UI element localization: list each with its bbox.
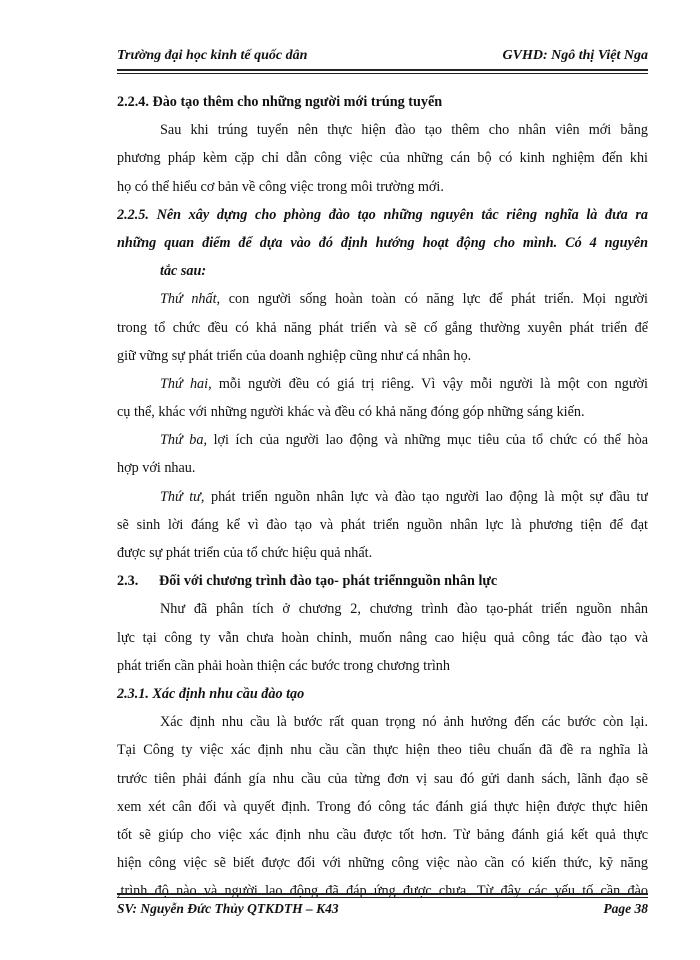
- principle-lead: Thứ nhất,: [160, 291, 221, 308]
- paragraph-line: tốt sẽ giúp cho việc xác định nhu cầu được tốt hơn. Từ bảng đánh giá kết quả thực: [117, 826, 648, 843]
- paragraph-line: trước tiên phải đánh gía nhu cầu của từng đơn vị sau đó gửi danh sách, lãnh đạo sẽ: [117, 770, 648, 787]
- principle-lead: Thứ ba,: [160, 432, 208, 449]
- section-2-2-4-heading: 2.2.4. Đào tạo thêm cho những người mới trúng tuyển: [117, 94, 443, 110]
- paragraph-line: họ có thể hiểu cơ bản về công việc trong môi trường mới.: [117, 178, 444, 195]
- section-number: 2.3.: [117, 573, 139, 590]
- section-title: Đối với chương trình đào tạo- phát triểnnguồn nhân lực: [159, 573, 498, 590]
- principle-lead: Thứ tư,: [160, 488, 205, 505]
- page-number: Page 38: [603, 901, 648, 916]
- paragraph-text: mỗi người đều có giá trị riêng. Vì vậy mỗi người là một con người: [211, 375, 648, 392]
- paragraph-line: cụ thể, khác với những người khác và đều có khả năng đóng góp những sáng kiến.: [117, 404, 585, 421]
- principle-4: [117, 483, 648, 511]
- paragraph-line: phương pháp kèm cặp chỉ dẫn công việc của những cán bộ có kinh nghiệm đến khi: [117, 150, 648, 167]
- paragraph-line: Như đã phân tích ở chương 2, chương trình đào tạo-phát triển nguồn nhân: [160, 601, 648, 618]
- section-2-2-5-heading-end: tắc sau:: [160, 263, 207, 280]
- paragraph-line: xem xét cân đối và quyết định. Trong đó công tác đánh giá thực hiện được thực hiên: [117, 798, 648, 815]
- paragraph-line: Xác định nhu cầu là bước rất quan trọng nó ảnh hưởng đến các bước còn lại.: [160, 714, 648, 731]
- section-2-2-5-heading: 2.2.5. Nên xây dựng cho phòng đào tạo những nguyên tắc riêng nghĩa là đưa ra: [117, 206, 648, 223]
- section-2-2-5-heading-cont: những quan điểm để dựa vào đó định hướng hoạt động cho mình. Có 4 nguyên: [117, 234, 648, 251]
- paragraph-line: Sau khi trúng tuyển nên thực hiện đào tạo thêm cho nhân viên mới bằng: [160, 122, 648, 139]
- paragraph-line: ,trình độ nào và người lao động đã đáp ứng được chưa. Từ đây các yếu tố cần đào: [117, 883, 648, 900]
- principle-2: [117, 370, 648, 398]
- paragraph-line: sẽ sinh lời đáng kể vì đào tạo và phát triển nguồn nhân lực là phương tiện để đạt: [117, 516, 648, 533]
- paragraph-line: giữ vững sự phát triển của doanh nghiệp cũng như cá nhân họ.: [117, 347, 472, 364]
- footer-divider: [117, 893, 648, 898]
- paragraph-line: được sự phát triển của tổ chức hiệu quả nhất.: [117, 545, 373, 561]
- principle-1: [117, 285, 648, 313]
- header-divider: [117, 69, 648, 74]
- footer-student: SV: Nguyễn Đức Thủy QTKDTH – K43: [117, 901, 339, 916]
- paragraph-line: hợp với nhau.: [117, 460, 196, 477]
- header-advisor: GVHD: Ngô thị Việt Nga: [502, 48, 648, 63]
- paragraph-line: lực tại công ty vẫn chưa hoàn chỉnh, muốn nâng cao hiệu quả công tác đào tạo và: [117, 629, 648, 646]
- document-body: [117, 88, 648, 905]
- paragraph-text: phát triển nguồn nhân lực và đào tạo người lao động là một sự đầu tư: [204, 488, 648, 505]
- header-university: Trường đại học kinh tế quốc dân: [117, 48, 308, 63]
- section-2-3-heading: [117, 567, 648, 595]
- paragraph-line: hiện công việc sẽ biết được đối với những công việc nào cần có kiến thức, kỹ năng: [117, 855, 648, 872]
- principle-lead: Thứ hai,: [160, 375, 212, 392]
- paragraph-line: trong tổ chức đều có khả năng phát triển và sẽ cố gắng thường xuyên phát triển để: [117, 319, 648, 336]
- page-header: [117, 44, 648, 70]
- paragraph-line: phát triển cần phải hoàn thiện các bước trong chương trình: [117, 657, 450, 674]
- principle-3: [117, 426, 648, 454]
- paragraph-line: Tại Công ty việc xác định nhu cầu cần thực hiện theo tiêu chuẩn đã đề ra nghĩa là: [117, 742, 648, 759]
- paragraph-text: lợi ích của người lao động và những mục tiêu của tổ chức có thể hòa: [207, 432, 648, 449]
- section-2-3-1-heading: 2.3.1. Xác định nhu cầu đào tạo: [117, 685, 305, 702]
- paragraph-text: con người sống hoàn toàn có năng lực để phát triển. Mọi người: [220, 291, 648, 308]
